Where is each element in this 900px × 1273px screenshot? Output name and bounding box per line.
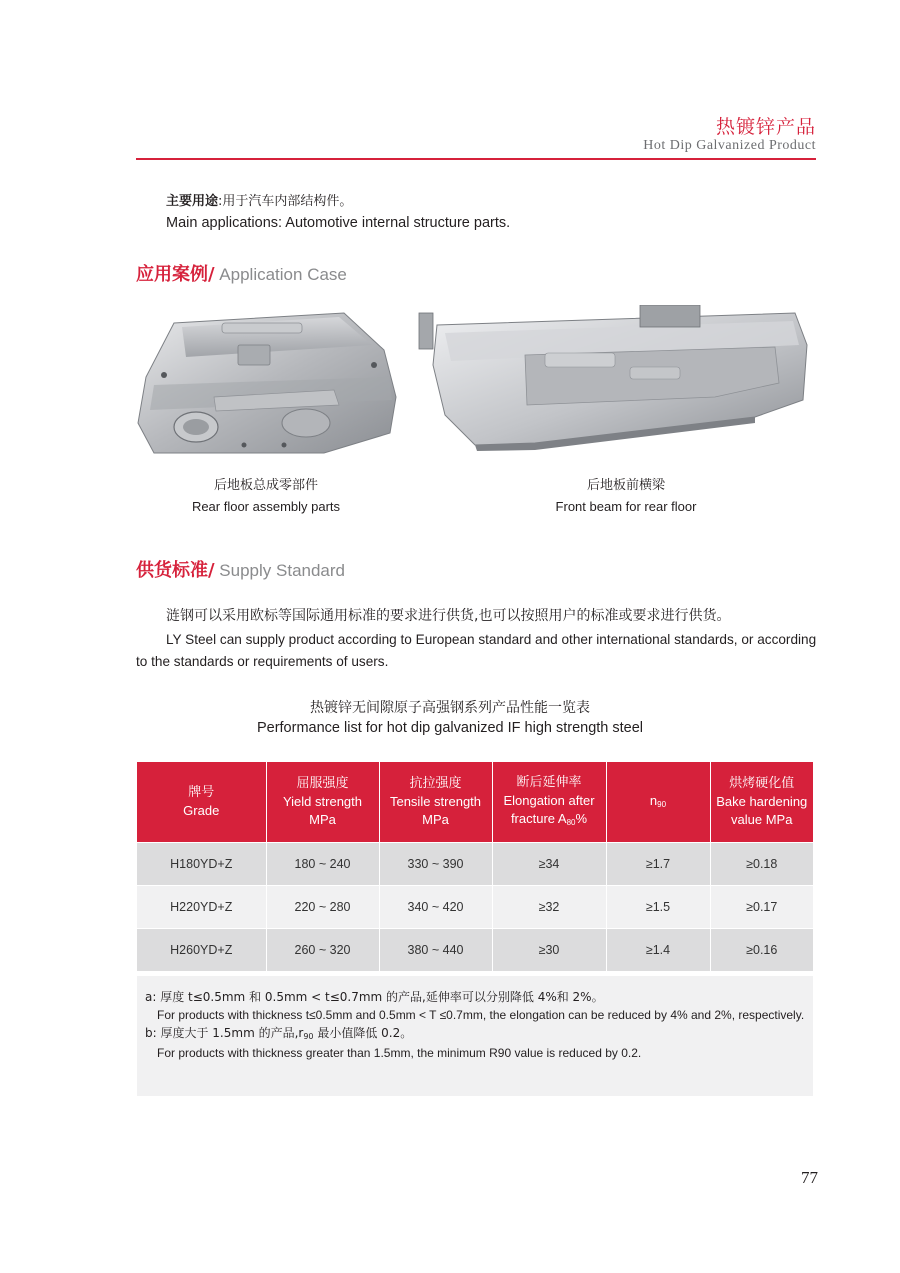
header-title-en: Hot Dip Galvanized Product <box>643 138 816 153</box>
cell-yield: 220 ~ 280 <box>266 885 379 928</box>
table-notes <box>137 976 813 1096</box>
caption-rear-floor-cn: 后地板总成零部件 <box>213 478 318 493</box>
supply-title-cn: 供货标准/ <box>136 560 215 581</box>
supply-title-en: Supply Standard <box>214 561 345 580</box>
applications-label: 主要用途 <box>166 194 219 209</box>
note-b-en: For products with thickness greater than 1.5mm, the minimum R90 value is reduced by 0.2. <box>157 1046 642 1060</box>
cell-bake: ≥0.17 <box>710 885 813 928</box>
header-grade: 牌号 Grade <box>137 762 266 842</box>
header-title-cn: 热镀锌产品 <box>715 116 816 138</box>
applications-cn <box>166 190 352 209</box>
cell-n90: ≥1.5 <box>606 885 710 928</box>
performance-table <box>137 762 813 971</box>
table-title-cn: 热镀锌无间隙原子高强钢系列产品性能一览表 <box>310 700 590 716</box>
cell-grade: H260YD+Z <box>137 928 266 971</box>
cell-elongation: ≥30 <box>492 928 606 971</box>
caption-rear-floor-en: Rear floor assembly parts <box>191 499 341 514</box>
rear-floor-assembly-image <box>134 305 414 460</box>
cell-n90: ≥1.4 <box>606 928 710 971</box>
cell-yield: 180 ~ 240 <box>266 842 379 885</box>
caption-front-beam-en: Front beam for rear floor <box>555 499 697 514</box>
page-number: 77 <box>801 1168 818 1187</box>
supply-text-cn: 涟钢可以采用欧标等国际通用标准的要求进行供货,也可以按照用户的标准或要求进行供货。 <box>166 608 731 624</box>
case-section-title <box>136 260 347 286</box>
caption-front-beam <box>496 474 756 514</box>
front-beam-image <box>415 305 810 455</box>
applications-en: Main applications: Automotive internal structure parts. <box>166 215 511 231</box>
caption-rear-floor <box>136 474 396 514</box>
caption-front-beam-cn: 后地板前横梁 <box>586 478 665 493</box>
cell-elongation: ≥34 <box>492 842 606 885</box>
supply-text-en: LY Steel can supply product according to European standard and other international standards, or according to the standards or requirements of users. <box>136 632 817 669</box>
supply-section-title <box>136 556 345 582</box>
header-bake-hardening: 烘烤硬化值 Bake hardening value MPa <box>710 762 813 842</box>
note-b-cn: b: 厚度大于 1.5mm 的产品$,r_{90}$ 最小值降低 0.2。 <box>145 1026 413 1041</box>
header-yield: 屈服强度 Yield strength MPa <box>266 762 379 842</box>
applications-text-cn: :用于汽车内部结构件。 <box>218 194 353 209</box>
cell-bake: ≥0.18 <box>710 842 813 885</box>
case-title-cn: 应用案例/ <box>136 264 215 285</box>
cell-elongation: ≥32 <box>492 885 606 928</box>
table-row <box>137 885 813 928</box>
cell-bake: ≥0.16 <box>710 928 813 971</box>
header-elongation: 断后延伸率 Elongation after fracture $A_{80}\%$ <box>492 762 606 842</box>
table-row <box>137 842 813 885</box>
table-row <box>137 928 813 971</box>
header-tensile: 抗拉强度 Tensile strength MPa <box>379 762 492 842</box>
note-a-en: For products with thickness t≤0.5mm and 0.5mm < T ≤0.7mm, the elongation can be reduced by 4% and 2%, respectively. <box>157 1008 805 1022</box>
cell-n90: ≥1.7 <box>606 842 710 885</box>
cell-tensile: 340 ~ 420 <box>379 885 492 928</box>
cell-tensile: 380 ~ 440 <box>379 928 492 971</box>
cell-tensile: 330 ~ 390 <box>379 842 492 885</box>
note-a-cn: a: 厚度 t≤0.5mm 和 0.5mm < t≤0.7mm 的产品,延伸率可以分别降低 4%和 2%。 <box>145 990 604 1004</box>
cell-grade: H180YD+Z <box>137 842 266 885</box>
cell-grade: H220YD+Z <box>137 885 266 928</box>
header-n90: $n_{90}$ <box>606 762 710 842</box>
table-header-row <box>137 762 813 842</box>
header-rule <box>136 158 816 160</box>
case-title-en: Application Case <box>214 265 347 284</box>
table-title-en: Performance list for hot dip galvanized IF high strength steel <box>256 720 644 736</box>
cell-yield: 260 ~ 320 <box>266 928 379 971</box>
